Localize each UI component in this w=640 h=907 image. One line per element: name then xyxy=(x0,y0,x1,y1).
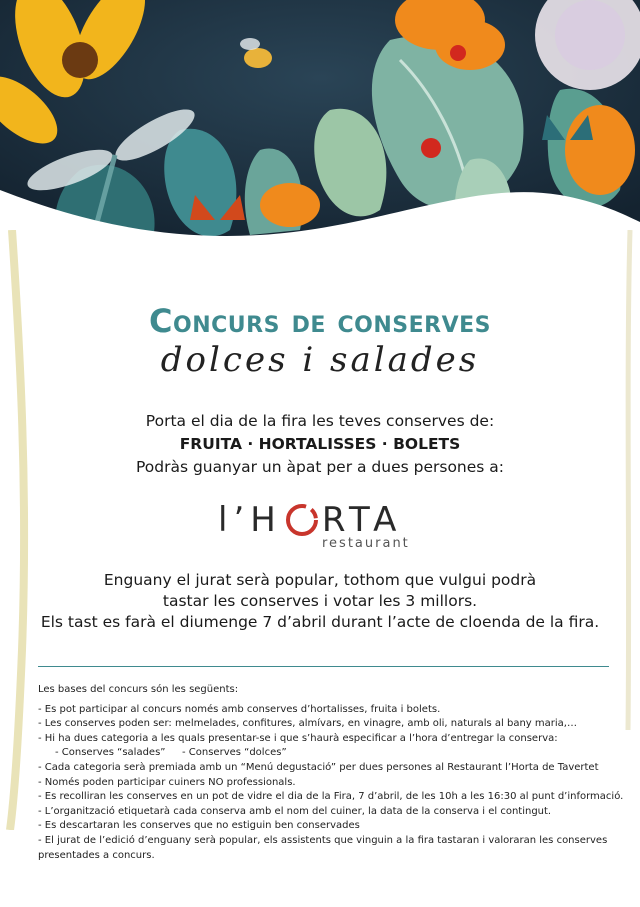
logo-word-left: l’H xyxy=(218,500,282,540)
rule-item: - El jurat de l’edició d’enguany serà popular, els assistents que vinguin a la fira tastaran i valoraran les conserves presentades a concurs. xyxy=(38,834,608,861)
rule-item: - Hi ha dues categoria a les quals presentar-se i que s’haurà especificar a l’hora d’entregar la conserva: xyxy=(38,732,558,744)
rule-item: - Les conserves poden ser: melmelades, confitures, almívars, en vinagre, amb oli, naturals al bany maria,… xyxy=(38,718,577,730)
poster-title: Concurs de conserves xyxy=(149,302,491,340)
rule-subitem-dolces: - Conserves “dolces” xyxy=(182,747,287,759)
logo-wordmark xyxy=(218,500,402,540)
rule-item: - Es descartaran les conserves que no estiguin ben conservades xyxy=(38,820,360,832)
jury-line: Enguany el jurat serà popular, tothom que vulgui podrà xyxy=(103,571,537,589)
rule-item: - Només poden participar cuiners NO professionals. xyxy=(38,776,296,788)
rule-subitems xyxy=(38,746,618,761)
logo-word-right: RTA xyxy=(321,500,403,540)
contest-rules xyxy=(38,683,624,863)
rule-item: - L’organització etiquetarà cada conserva amb el nom del cuiner, la data de la conserva i el contingut. xyxy=(38,805,552,817)
logo-circle-icon xyxy=(284,502,320,538)
jury-text xyxy=(0,570,640,633)
restaurant-logo xyxy=(0,500,640,554)
rule-item: - Cada categoria serà premiada amb un “Menú degustació” per dues persones al Restaurant l’Horta de Tavertet xyxy=(38,761,599,773)
jury-line: Els tast es farà el diumenge 7 d’abril durant l’acte de cloenda de la fira. xyxy=(40,613,600,631)
intro-line: Podràs guanyar un àpat per a dues persones a: xyxy=(135,458,505,476)
logo-subtitle: restaurant xyxy=(322,536,410,551)
rule-subitem-salades: - Conserves “salades” xyxy=(55,747,166,759)
poster-subtitle: dolces i salades xyxy=(160,340,480,380)
rule-item: - Es pot participar al concurs només amb conserves d’hortalisses, fruita i bolets. xyxy=(38,703,441,715)
intro-line: Porta el dia de la fira les teves conserves de: xyxy=(145,412,495,430)
botanical-illustration xyxy=(0,0,640,260)
intro-categories: FRUITA · HORTALISSES · BOLETS xyxy=(179,435,461,453)
intro-text xyxy=(0,410,640,479)
divider xyxy=(38,666,609,667)
rule-item: - Es recolliran les conserves en un pot de vidre el dia de la Fira, 7 d’abril, de les 10h a les 16:30 al punt d’informació. xyxy=(38,791,624,803)
rules-heading: Les bases del concurs són les següents: xyxy=(38,684,239,695)
jury-line: tastar les conserves i votar les 3 millors. xyxy=(162,592,478,610)
